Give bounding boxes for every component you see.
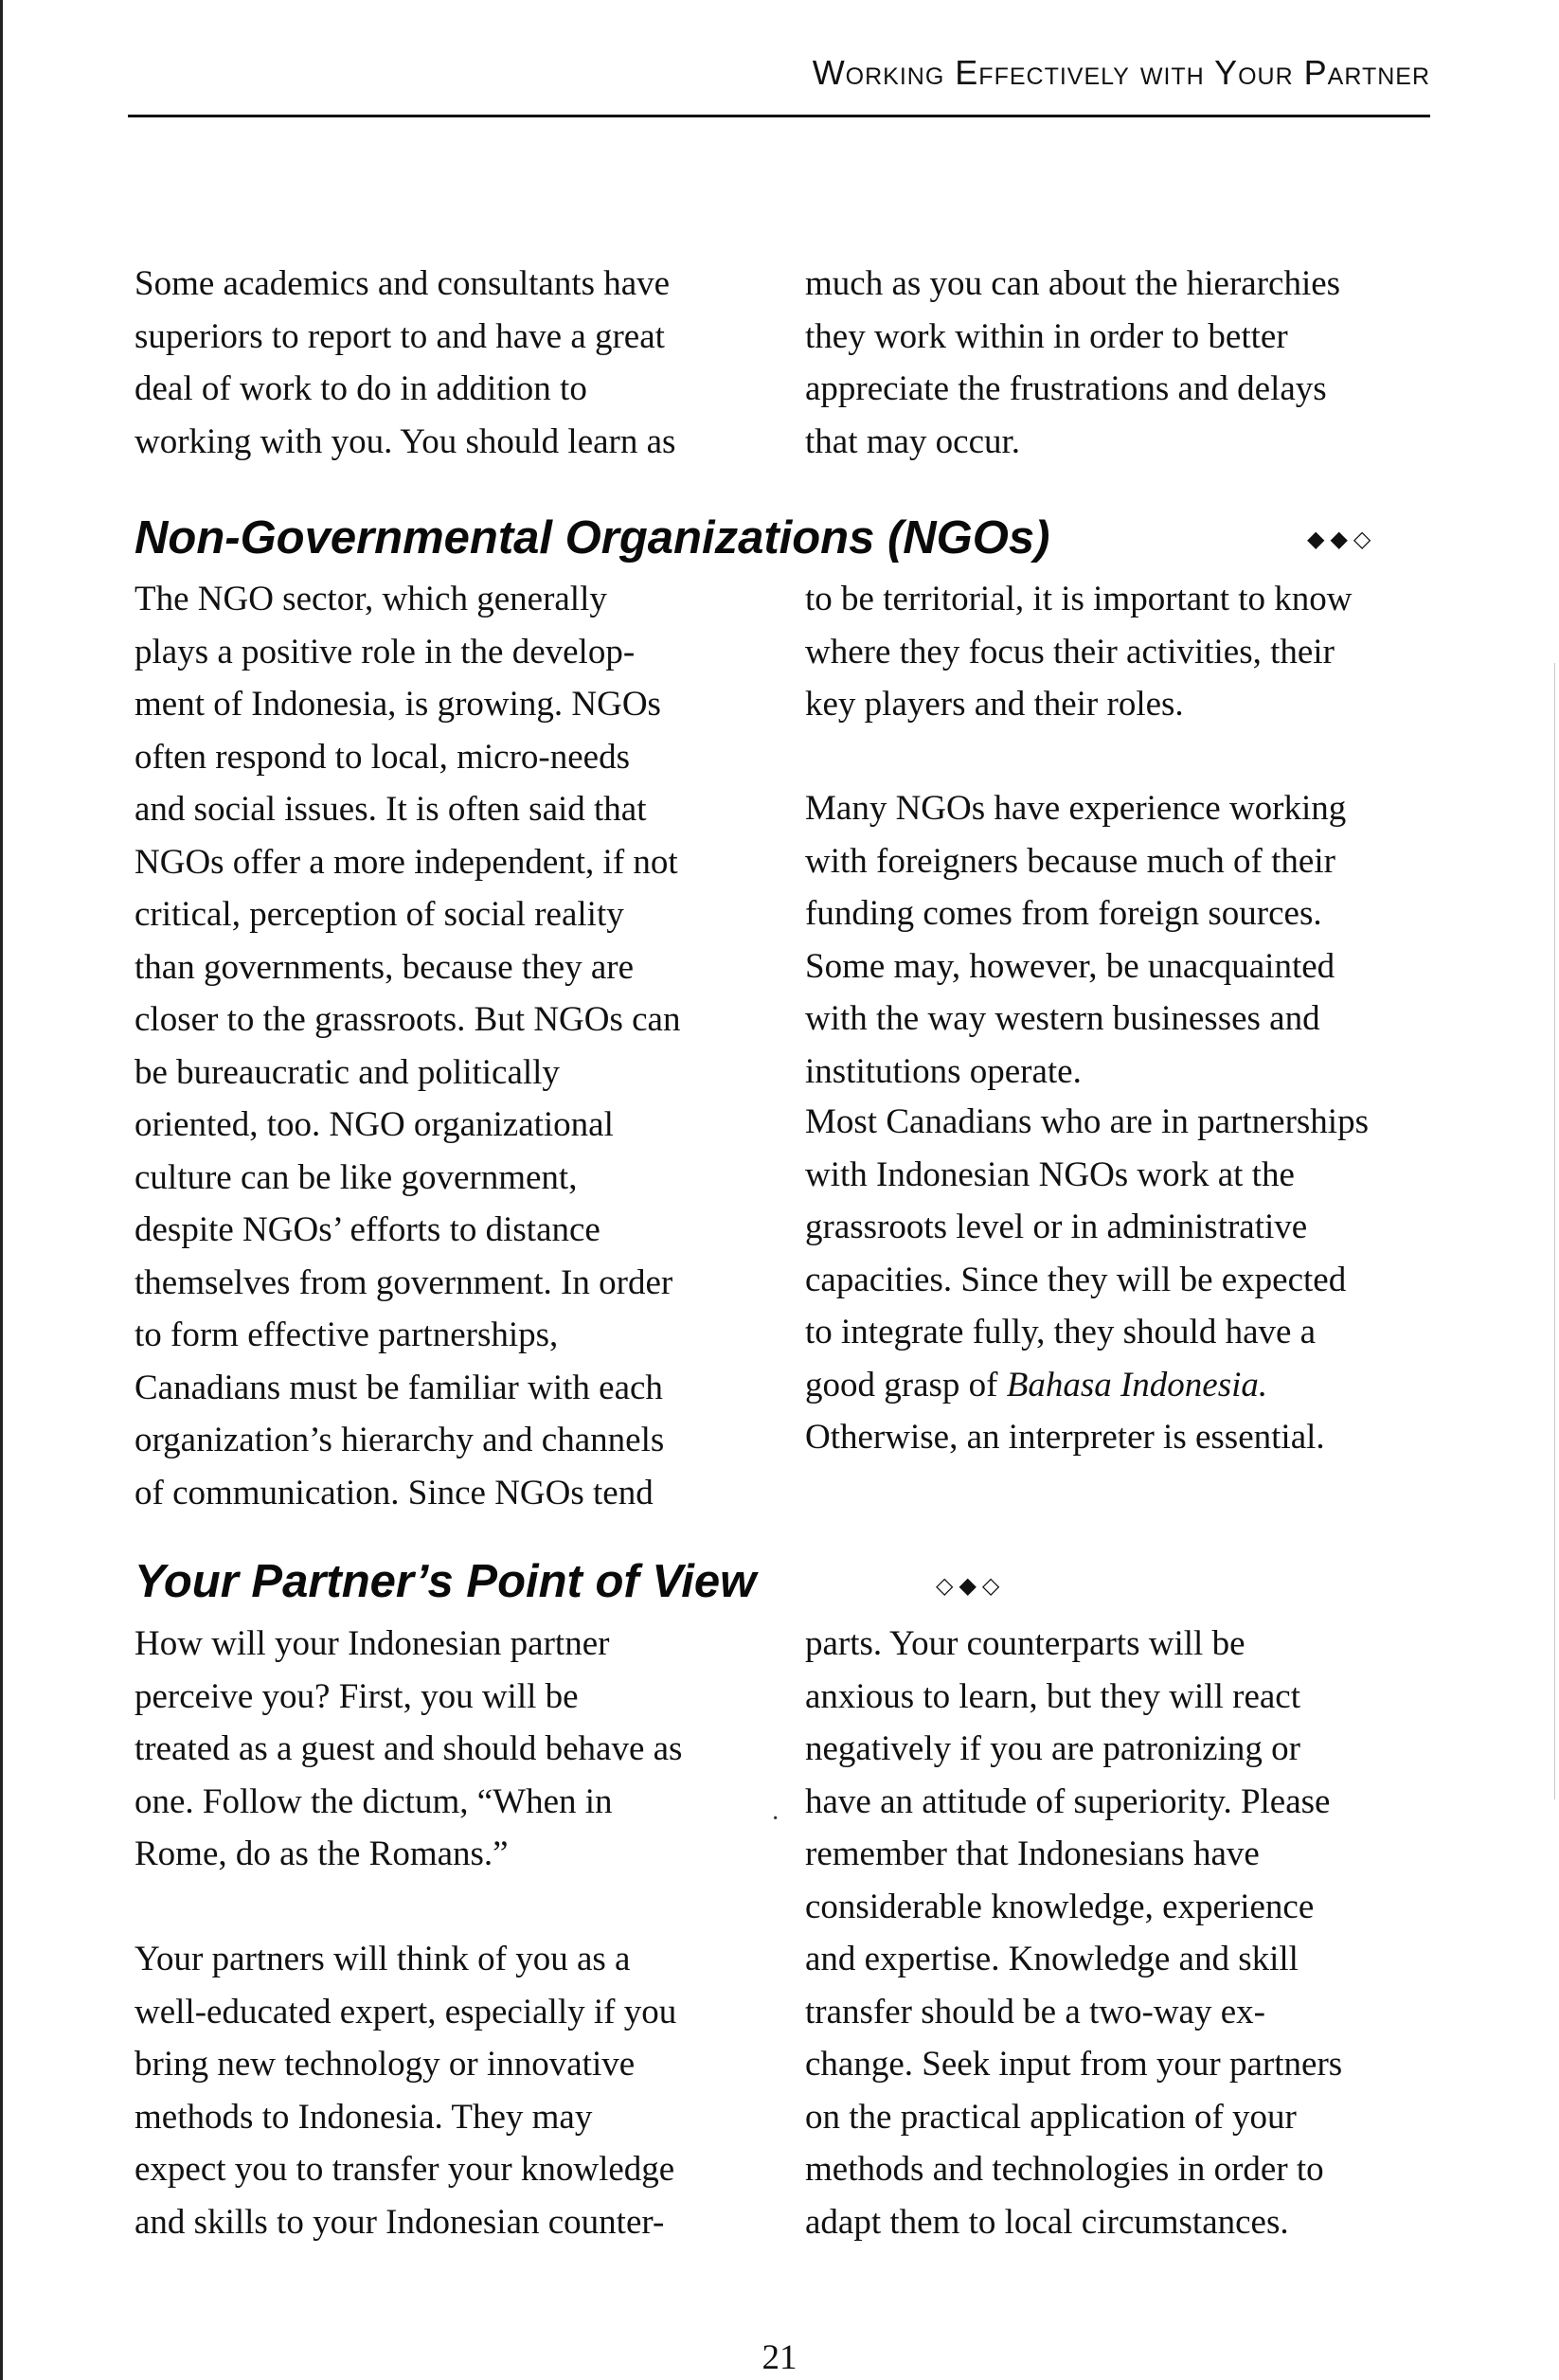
section-heading-ngos: Non-Governmental Organizations (NGOs) xyxy=(134,512,1050,564)
ngos-right-paragraph-3 xyxy=(805,1096,1468,1464)
section-heading-partner-view: Your Partner’s Point of View xyxy=(134,1556,757,1607)
partner-right-column: parts. Your counterparts will be anxious to learn, but they will react negatively if you are patronizing or have an attitude of superiority. Please remember that Indonesians have considerable knowledge, experience and expertise. Knowledge and skill transfer should be a two-way ex- change. Seek input from your partners on the practical application of your methods and technologies in order to adapt them to local circumstances. xyxy=(805,1624,1343,2242)
stray-mark: · xyxy=(771,1804,780,1834)
header-rule xyxy=(128,115,1430,117)
partner-left-paragraph-2: Your partners will think of you as a well-educated expert, especially if you bring new technology or innovative methods to Indonesia. They may expect you to transfer your knowledge and skills to your Indonesian counter- xyxy=(134,1940,677,2242)
intro-right-column: much as you can about the hierarchies they work within in order to better appreciate the frustrations and delays that may occur. xyxy=(805,264,1341,461)
ornament-diamonds-icon: ◆ ◆ ◇ xyxy=(1307,528,1371,552)
ngos-right-paragraph-3-end: Otherwise, an interpreter is essential. xyxy=(805,1418,1325,1457)
running-header: Working Effectively with Your Partner xyxy=(812,53,1430,92)
page-number: 21 xyxy=(762,2338,797,2377)
ornament-diamonds-icon: ◇ ◆ ◇ xyxy=(936,1574,1000,1599)
scan-edge-right xyxy=(1554,663,1555,1799)
intro-left-column: Some academics and consultants have superiors to report to and have a great deal of work to do in addition to working with you. You should learn as xyxy=(134,264,676,461)
ngos-right-paragraph-1: to be territorial, it is important to know where they focus their activities, their key players and their roles. xyxy=(805,580,1353,724)
scan-edge-left xyxy=(0,0,3,2380)
ngos-right-paragraph-3-text: Most Canadians who are in partnerships with Indonesian NGOs work at the grassroots level or in administrative capacities. Since they will be expected to integrate fully, they should have a good grasp of xyxy=(805,1102,1369,1405)
bahasa-indonesia-term: Bahasa Indonesia. xyxy=(1006,1365,1268,1405)
ngos-right-paragraph-2: Many NGOs have experience working with foreigners because much of their funding comes from foreign sources. Some may, however, be unacquainted with the way western businesses and institutions operate. xyxy=(805,789,1347,1091)
ngos-left-column: The NGO sector, which generally plays a positive role in the develop- ment of Indonesia, is growing. NGOs often respond to local, micro-needs and social issues. It is often said that NGOs offer a more independent, if not critical, perception of social reality than governments, because they are closer to the grassroots. But NGOs can be bureaucratic and politically oriented, too. NGO organizational culture can be like government, despite NGOs’ efforts to distance themselves from government. In order to form effective partnerships, Canadians must be familiar with each organization’s hierarchy and channels of communication. Since NGOs tend xyxy=(134,580,681,1512)
partner-left-paragraph-1: How will your Indonesian partner perceive you? First, you will be treated as a guest and should behave as one. Follow the dictum, “When in Rome, do as the Romans.” xyxy=(134,1624,683,1873)
